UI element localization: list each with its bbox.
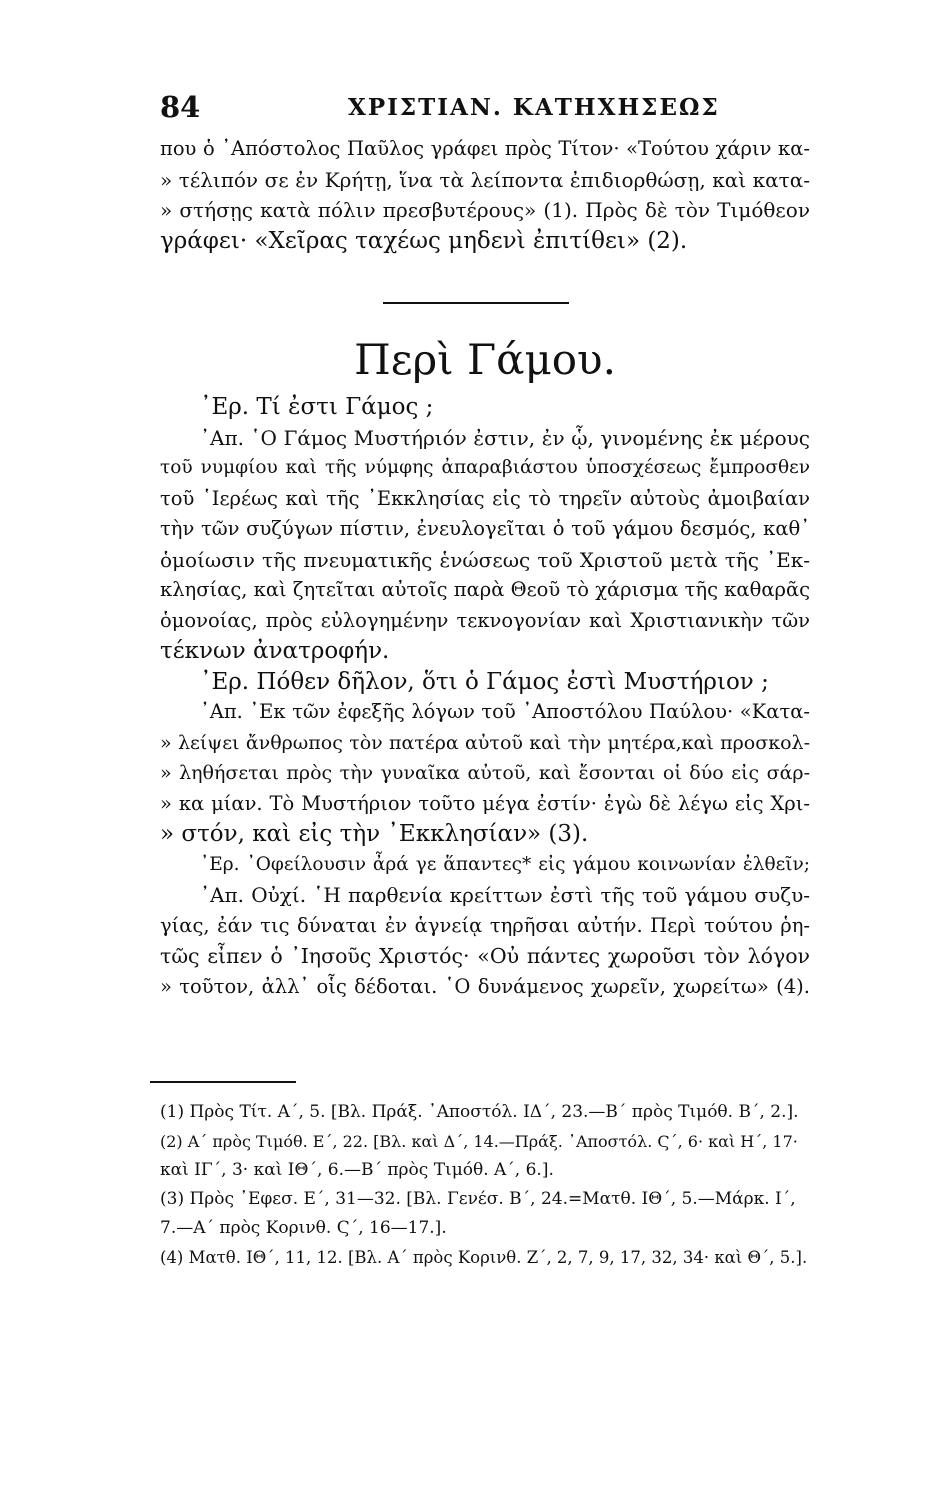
section-divider	[383, 302, 569, 304]
question-line: ᾿Ερ. Πόθεν δῆλον, ὅτι ὁ Γάμος ἐστὶ Μυστήριον ;	[200, 668, 769, 695]
text-line: τὴν τῶν συζύγων πίστιν, ἐνευλογεῖται ὁ τοῦ γάμου δεσμός, καθ᾿	[160, 517, 810, 540]
text-line: » τέλιπόν σε ἐν Κρήτῃ, ἵνα τὰ λείποντα ἐπιδιορθώσῃ, καὶ κατα-	[160, 167, 810, 192]
footnote-3-continued: 7.—Α΄ πρὸς Κορινθ. Ϛ΄, 16—17.].	[160, 1218, 447, 1238]
catechism-text	[160, 392, 810, 1002]
text-line: γράφει· «Χεῖρας ταχέως μηδενὶ ἐπιτίθει» (2).	[160, 227, 688, 254]
running-head: ΧΡΙΣΤΙΑΝ. ΚΑΤΗΧΗΣΕΩΣ	[348, 94, 720, 121]
footnote-3: (3) Πρὸς ᾿Εφεσ. Ε΄, 31—32. [Βλ. Γενέσ. Β΄, 24.=Ματθ. ΙΘ΄, 5.—Μάρκ. Ι΄,	[160, 1189, 796, 1209]
footnote-4: (4) Ματθ. ΙΘ΄, 11, 12. [Βλ. Α΄ πρὸς Κορινθ. Ζ΄, 2, 7, 9, 17, 32, 34· καὶ Θ΄, 5.].	[160, 1248, 808, 1267]
text-line: τέκνων ἀνατροφήν.	[160, 638, 390, 664]
footnote-2: (2) Α΄ πρὸς Τιμόθ. Ε΄, 22. [Βλ. καὶ Δ΄, 14.—Πράξ. ᾿Αποστόλ. Ϛ΄, 6· καὶ Η΄, 17·	[160, 1132, 798, 1151]
question-line: ᾿Ερ. Τί ἐστι Γάμος ;	[200, 394, 434, 420]
text-line: γίας, ἐάν τις δύναται ἐν ἁγνείᾳ τηρῆσαι αὐτήν. Περὶ τούτου ῥη-	[160, 913, 810, 937]
text-line: » ληθήσεται πρὸς τὴν γυναῖκα αὐτοῦ, καὶ ἔσονται οἱ δύο εἰς σάρ-	[160, 762, 810, 784]
text-line: που ὁ ᾿Απόστολος Παῦλος γράφει πρὸς Τίτον· «Τούτου χάριν κα-	[160, 137, 810, 160]
text-line: κλησίας, καὶ ζητεῖται αὐτοῖς παρὰ Θεοῦ τὸ χάρισμα τῆς καθαρᾶς	[160, 578, 811, 601]
section-title: Περὶ Γάμου.	[354, 335, 616, 384]
footnotes	[160, 1098, 810, 1272]
footnote-divider	[150, 1081, 296, 1083]
text-line: » στόν, καὶ εἰς τὴν ᾿Εκκλησίαν» (3).	[160, 821, 589, 847]
page-header	[160, 88, 810, 128]
text-line: » τοῦτον, ἀλλ᾿ οἷς δέδοται. ῾Ο δυνάμενος χωρεῖν, χωρείτω» (4).	[160, 974, 810, 998]
text-line: τῶς εἶπεν ὁ ᾿Ιησοῦς Χριστός· «Οὐ πάντες χωροῦσι τὸν λόγον	[160, 944, 810, 968]
question-line: ᾿Ερ. ᾿Οφείλουσιν ἆρά γε ἅπαντες* εἰς γάμου κοινωνίαν ἐλθεῖν;	[200, 853, 810, 875]
text-line: » λείψει ἄνθρωπος τὸν πατέρα αὐτοῦ καὶ τὴν μητέρα,καὶ προσκολ-	[160, 731, 810, 754]
footnote-2-continued: καὶ ΙΓ΄, 3· καὶ ΙΘ΄, 6.—Β΄ πρὸς Τιμόθ. Α΄, 6.].	[160, 1160, 554, 1180]
answer-line: ᾿Απ. ᾿Εκ τῶν ἐφεξῆς λόγων τοῦ ᾿Αποστόλου Παύλου· «Κατα-	[200, 700, 810, 723]
text-line: ὁμοίωσιν τῆς πνευματικῆς ἑνώσεως τοῦ Χριστοῦ μετὰ τῆς ᾿Εκ-	[160, 547, 810, 572]
text-line: τοῦ ῾Ιερέως καὶ τῆς ᾿Εκκλησίας εἰς τὸ τηρεῖν αὐτοὺς ἀμοιβαίαν	[160, 486, 810, 510]
text-line: » κα μίαν. Τὸ Μυστήριον τοῦτο μέγα ἐστίν· ἐγὼ δὲ λέγω εἰς Χρι-	[160, 791, 810, 815]
text-line: ὁμονοίας, πρὸς εὐλογημένην τεκνογονίαν καὶ Χριστιανικὴν τῶν	[160, 608, 810, 632]
text-line: τοῦ νυμφίου καὶ τῆς νύμφης ἀπαραβιάστου ὑποσχέσεως ἔμπροσθεν	[160, 457, 810, 478]
text-line: » στήσῃς κατὰ πόλιν πρεσβυτέρους» (1). Πρὸς δὲ τὸν Τιμόθεον	[160, 198, 810, 222]
intro-paragraph	[160, 134, 810, 256]
answer-line: ᾿Απ. Οὐχί. ῾Η παρθενία κρείττων ἐστὶ τῆς τοῦ γάμου συζυ-	[200, 883, 810, 907]
page-number: 84	[160, 90, 201, 124]
answer-line: ᾿Απ. ῾Ο Γάμος Μυστήριόν ἐστιν, ἐν ᾧ, γινομένης ἐκ μέρους	[200, 425, 810, 450]
footnote-1: (1) Πρὸς Τίτ. Α΄, 5. [Βλ. Πράξ. ᾿Αποστόλ. ΙΔ΄, 23.—Β΄ πρὸς Τιμόθ. Β΄, 2.].	[160, 1102, 799, 1122]
